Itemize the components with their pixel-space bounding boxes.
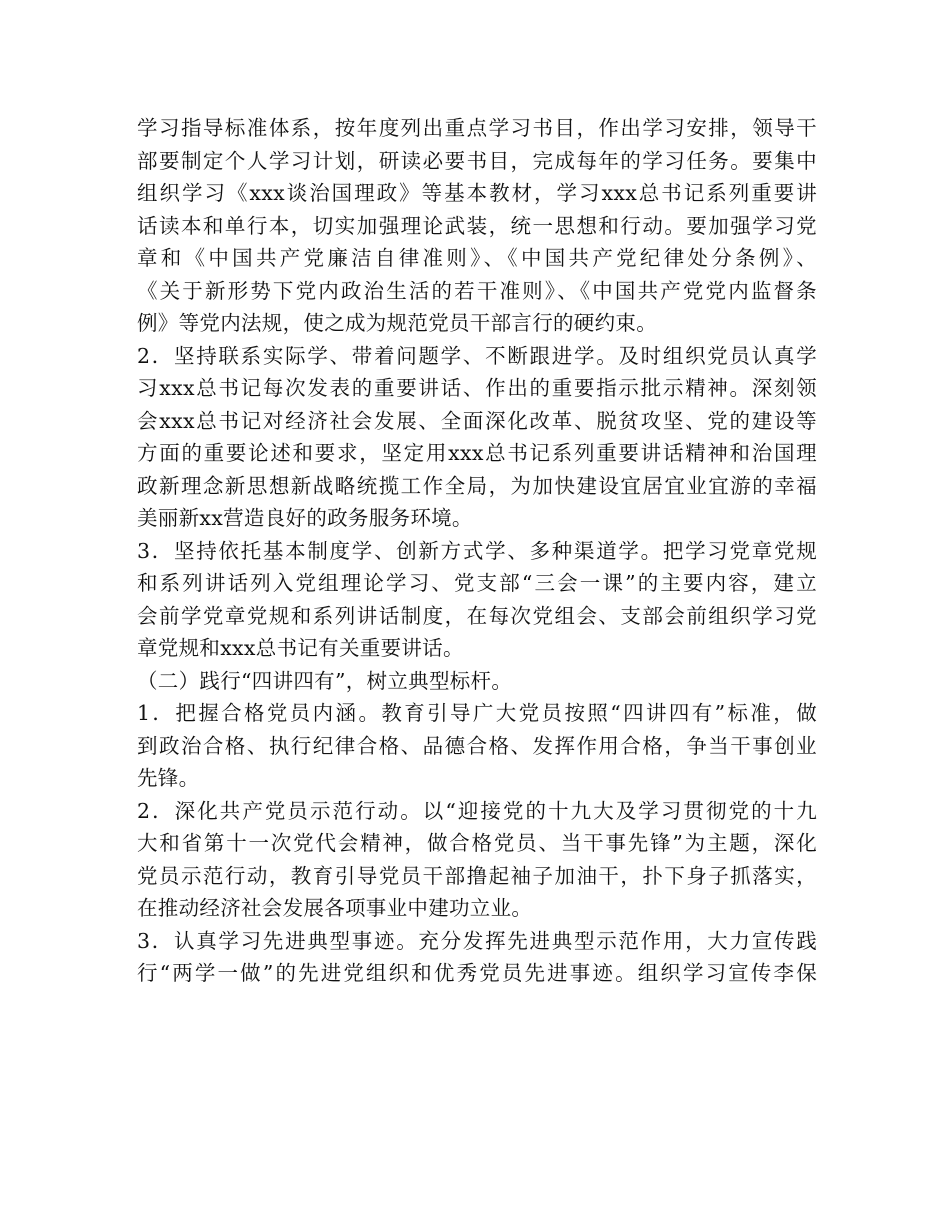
text-line: 在推动经济社会发展各项事业中建功立业。	[137, 896, 533, 920]
text-line: 先锋。	[137, 766, 200, 790]
text-line: 会xxx总书记对经济社会发展、全面深化改革、脱贫攻坚、党的建设等	[137, 408, 817, 433]
text-line: 和系列讲话列入党组理论学习、党支部“三会一课”的主要内容，建立	[137, 571, 817, 595]
text-line: 习xxx总书记每次发表的重要讲话、作出的重要指示批示精神。深刻领	[137, 376, 817, 400]
text-line: 到政治合格、执行纪律合格、品德合格、发挥作用合格，争当干事创业	[137, 733, 817, 758]
text-line: 美丽新xx营造良好的政务服务环境。	[137, 506, 473, 530]
text-line: 例》等党内法规，使之成为规范党员干部言行的硬约束。	[137, 311, 657, 335]
text-line: 组织学习《xxx谈治国理政》等基本教材，学习xxx总书记系列重要讲	[137, 181, 817, 205]
text-line: 2．坚持联系实际学、带着问题学、不断跟进学。及时组织党员认真学	[137, 343, 817, 368]
text-line: 章和《中国共产党廉洁自律准则》、《中国共产党纪律处分条例》、	[137, 246, 817, 270]
text-line: 会前学党章党规和系列讲话制度，在每次党组会、支部会前组织学习党	[137, 603, 817, 628]
text-line: 2．深化共产党员示范行动。以“迎接党的十九大及学习贯彻党的十九	[137, 798, 817, 823]
text-line: 方面的重要论述和要求，坚定用xxx总书记系列重要讲话精神和治国理	[137, 441, 817, 465]
text-line: 3．认真学习先进典型事迹。充分发挥先进典型示范作用，大力宣传践	[137, 928, 817, 953]
document-body	[137, 112, 817, 990]
text-line: 3．坚持依托基本制度学、创新方式学、多种渠道学。把学习党章党规	[137, 538, 817, 563]
text-line: 政新理念新思想新战略统揽工作全局，为加快建设宜居宜业宜游的幸福	[137, 473, 817, 498]
text-line: 大和省第十一次党代会精神，做合格党员、当干事先锋”为主题，深化	[137, 831, 817, 855]
text-line: 部要制定个人学习计划，研读必要书目，完成每年的学习任务。要集中	[137, 148, 817, 173]
text-line: 章党规和xxx总书记有关重要讲话。	[137, 636, 464, 660]
text-line: 行“两学一做”的先进党组织和优秀党员先进事迹。组织学习宣传李保	[137, 961, 817, 985]
text-line: 话读本和单行本，切实加强理论武装，统一思想和行动。要加强学习党	[137, 213, 817, 238]
text-line: 《关于新形势下党内政治生活的若干准则》、《中国共产党党内监督条	[137, 278, 817, 303]
text-line: 党员示范行动，教育引导党员干部撸起袖子加油干，扑下身子抓落实，	[137, 863, 817, 888]
section-heading: （二）践行“四讲四有”，树立典型标杆。	[137, 668, 513, 693]
text-line: 学习指导标准体系，按年度列出重点学习书目，作出学习安排，领导干	[137, 116, 817, 140]
text-line: 1．把握合格党员内涵。教育引导广大党员按照“四讲四有”标准，做	[137, 701, 817, 725]
